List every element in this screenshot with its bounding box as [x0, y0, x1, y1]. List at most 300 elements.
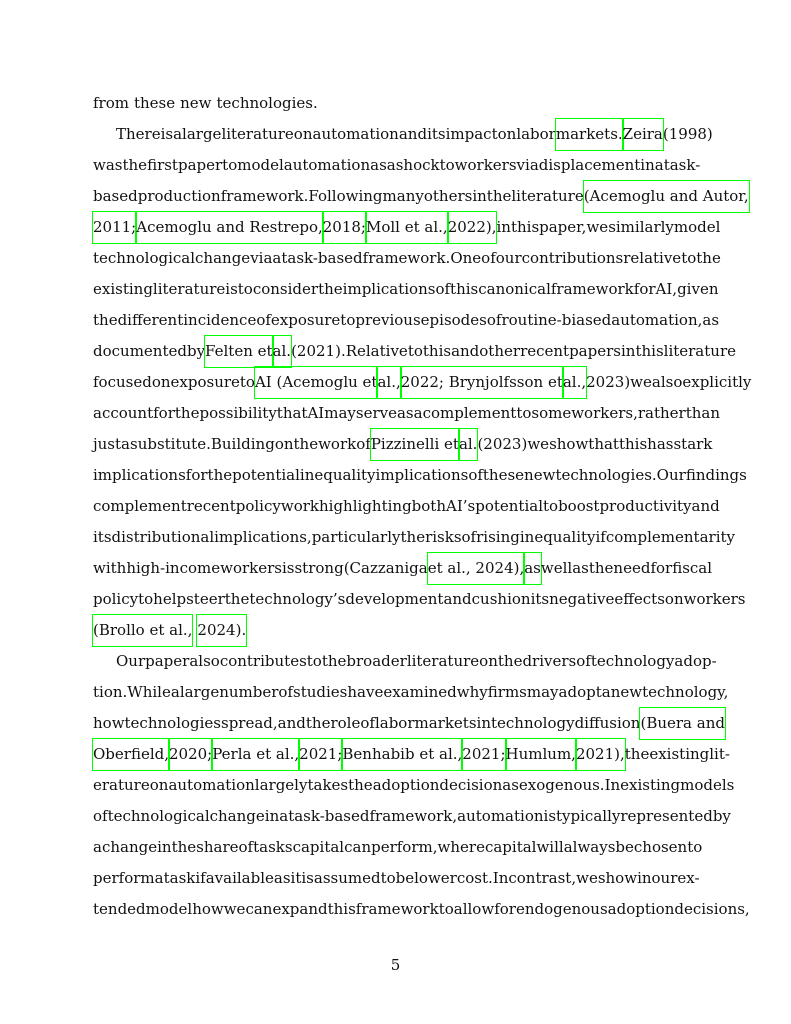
citation-link[interactable]: 2022),: [448, 212, 497, 243]
word: distributional: [111, 528, 215, 546]
word: that: [276, 404, 308, 422]
word: and: [277, 714, 306, 732]
word: a: [173, 125, 183, 143]
text-line: [93, 150, 699, 181]
word: need: [613, 559, 651, 577]
word: to: [222, 156, 238, 174]
word: on: [293, 125, 313, 143]
word: potential: [475, 497, 543, 515]
word: a: [654, 156, 664, 174]
word: recent: [520, 342, 570, 360]
word: rising: [476, 528, 520, 546]
citation-link[interactable]: 2021;: [462, 739, 505, 770]
word: cushion: [471, 590, 531, 608]
word: examined: [383, 683, 457, 701]
word: automation: [168, 776, 255, 794]
word: complement: [422, 404, 517, 422]
word: on: [274, 435, 294, 453]
word: endogenous: [515, 900, 608, 918]
word: first: [147, 156, 178, 174]
word: work: [318, 435, 357, 453]
word: as: [396, 404, 414, 422]
word: AI’s: [446, 497, 476, 515]
word: inequality: [299, 466, 376, 484]
word: is: [160, 125, 174, 143]
word: of: [360, 714, 375, 732]
word: task-based: [281, 249, 363, 267]
word: framework: [355, 900, 439, 918]
word: the: [497, 652, 523, 670]
word: be: [615, 838, 634, 856]
word: lower: [414, 869, 457, 887]
word: existing: [649, 745, 710, 763]
word: to: [439, 156, 455, 174]
text-line: [93, 708, 725, 739]
word: new: [180, 94, 212, 112]
word: if: [595, 528, 606, 546]
word: expand: [272, 900, 328, 918]
word: where: [437, 838, 485, 856]
word: capital: [484, 838, 537, 856]
word: this: [635, 342, 664, 360]
word: by: [712, 807, 731, 825]
word: how: [93, 714, 125, 732]
word: largely: [254, 776, 308, 794]
word: a: [272, 249, 282, 267]
word: to: [681, 249, 697, 267]
text-line: [93, 770, 735, 801]
word: for: [153, 404, 175, 422]
word: framework,: [369, 807, 458, 825]
text-line: [93, 119, 713, 150]
word: have: [347, 683, 384, 701]
word: decisions,: [674, 900, 750, 918]
word: and: [691, 497, 720, 515]
word: erature: [93, 776, 150, 794]
citation-link[interactable]: (Buera and: [640, 708, 725, 739]
word: for: [650, 559, 673, 577]
word: on: [497, 125, 517, 143]
word: can: [344, 838, 372, 856]
word: task: [163, 869, 196, 887]
word: of: [278, 683, 293, 701]
citation-link[interactable]: 2020;: [169, 739, 212, 770]
word: workers: [220, 559, 282, 577]
word: its: [93, 528, 112, 546]
word: the: [293, 435, 319, 453]
word: this: [422, 342, 452, 360]
word: many: [382, 187, 424, 205]
word: and: [451, 342, 480, 360]
citation-link[interactable]: Humlum,: [506, 739, 576, 770]
word: why: [456, 683, 488, 701]
word: of: [461, 528, 477, 546]
word: that: [588, 435, 619, 453]
word: framework.: [362, 249, 451, 267]
word: contributions: [521, 249, 624, 267]
word: While: [127, 683, 171, 701]
word: broader: [346, 652, 407, 670]
word: always: [563, 838, 616, 856]
word: work: [280, 497, 319, 515]
text-line: [93, 739, 730, 770]
word: of: [576, 652, 591, 670]
word: drivers: [522, 652, 577, 670]
word: AI: [307, 404, 325, 422]
word: we: [527, 435, 550, 453]
word: possibility: [199, 404, 277, 422]
body-text: [93, 88, 752, 928]
word: represented: [620, 807, 713, 825]
word: its: [530, 590, 550, 608]
word: (Cazzaniga: [343, 559, 428, 577]
word: to: [138, 590, 154, 608]
citation-link[interactable]: 2024).: [197, 615, 246, 646]
word: from: [93, 94, 129, 112]
word: exposure: [270, 311, 341, 329]
word: also: [189, 652, 220, 670]
word: share: [196, 838, 239, 856]
text-line: [93, 615, 699, 646]
word: serve: [355, 404, 397, 422]
word: adop-: [674, 652, 717, 670]
text-line: [93, 863, 699, 894]
word: in: [637, 869, 652, 887]
word: models: [680, 776, 735, 794]
word: the: [321, 652, 347, 670]
word: similarly: [608, 218, 674, 236]
word: perform,: [371, 838, 438, 856]
citation-link[interactable]: AI (Acemoglu et: [255, 367, 377, 398]
word: complementarity: [605, 528, 735, 546]
citation-link[interactable]: al.,: [563, 367, 586, 398]
word: of: [93, 807, 108, 825]
word: role: [330, 714, 361, 732]
word: model: [673, 218, 721, 236]
word: There: [116, 125, 161, 143]
word: risks: [425, 528, 462, 546]
word: canonical: [478, 280, 551, 298]
word: workers,: [571, 404, 638, 422]
word: of: [356, 435, 371, 453]
word: for: [185, 466, 208, 484]
text-line: [93, 491, 720, 522]
word: AI,: [655, 280, 678, 298]
text-line: [93, 522, 735, 553]
word: literature: [406, 652, 480, 670]
word: the: [318, 280, 343, 298]
word: the: [400, 528, 426, 546]
word: change: [209, 807, 265, 825]
word: in: [476, 714, 491, 732]
word: development: [345, 590, 444, 608]
word: help: [153, 590, 187, 608]
word: implications,: [214, 528, 312, 546]
word: as: [370, 156, 387, 174]
word: via: [250, 249, 273, 267]
word: Building: [210, 435, 275, 453]
word: if: [195, 869, 206, 887]
word: be: [395, 869, 415, 887]
word: model: [145, 900, 193, 918]
citation-link[interactable]: al.: [459, 429, 478, 460]
word: this: [618, 435, 648, 453]
word: spread,: [221, 714, 278, 732]
word: recent: [186, 497, 236, 515]
word: findings: [685, 466, 747, 484]
word: the: [122, 156, 148, 174]
citation-link[interactable]: markets.: [556, 119, 623, 150]
word: implications: [93, 466, 186, 484]
word: shock: [395, 156, 440, 174]
word: markets: [414, 714, 477, 732]
word: stark: [673, 435, 713, 453]
word: show: [549, 435, 589, 453]
word: its: [427, 125, 446, 143]
word: technological: [93, 249, 196, 267]
word: strong: [294, 559, 344, 577]
word: to: [380, 869, 396, 887]
word: was: [93, 156, 123, 174]
citation-link[interactable]: al.,: [377, 367, 400, 398]
citation-link[interactable]: 2021),: [576, 739, 625, 770]
word: technology’s: [249, 590, 346, 608]
word: to: [340, 311, 356, 329]
word: as: [502, 776, 519, 794]
word: Our: [656, 466, 686, 484]
word: focused: [93, 373, 152, 391]
word: paper,: [539, 218, 587, 236]
word: rather: [637, 404, 686, 422]
word: automation: [312, 125, 399, 143]
word: as: [273, 869, 291, 887]
word: to: [239, 373, 255, 391]
word: by: [186, 342, 206, 360]
word: (1998): [662, 125, 713, 143]
word: exogenous.: [518, 776, 605, 794]
text-line: [93, 212, 721, 243]
word: previous: [355, 311, 421, 329]
word: may: [526, 683, 559, 701]
citation-link[interactable]: Perla et al.,: [212, 739, 299, 770]
word: is: [281, 559, 295, 577]
text-line: [93, 274, 719, 305]
word: change: [101, 838, 158, 856]
word: both: [411, 497, 446, 515]
word: large: [182, 125, 222, 143]
word: via: [516, 156, 539, 174]
word: a: [93, 838, 102, 856]
word: allow: [453, 900, 495, 918]
word: may: [324, 404, 356, 422]
word: some: [531, 404, 572, 422]
word: available: [205, 869, 274, 887]
citation-link[interactable]: Oberfield,: [93, 739, 169, 770]
citation-link[interactable]: 2022; Brynjolfsson et: [401, 367, 563, 398]
word: paper: [145, 652, 190, 670]
word: capital: [292, 838, 345, 856]
word: and: [443, 590, 472, 608]
word: effects: [614, 590, 665, 608]
text-line: [93, 429, 713, 460]
word: complement: [93, 497, 187, 515]
word: lit-: [709, 745, 730, 763]
word: on: [479, 652, 498, 670]
word: particularly: [311, 528, 401, 546]
word: the: [171, 838, 197, 856]
text-line: [93, 181, 749, 212]
word: account: [93, 404, 154, 422]
word: high-income: [126, 559, 221, 577]
word: cost.: [456, 869, 493, 887]
word: a: [413, 404, 423, 422]
word: workers: [683, 590, 746, 608]
citation-link[interactable]: Moll et al.,: [366, 212, 448, 243]
citation-link[interactable]: 2021;: [299, 739, 342, 770]
text-line: [93, 553, 713, 584]
text-line: [93, 646, 717, 677]
text-line: [93, 832, 703, 863]
text-line: [93, 584, 746, 615]
word: the: [305, 714, 331, 732]
word: routine-biased: [501, 311, 612, 329]
word: our: [495, 249, 522, 267]
citation-link[interactable]: Zeira: [623, 119, 663, 150]
word: to: [237, 280, 253, 298]
word: displacement: [538, 156, 641, 174]
word: literature: [152, 280, 226, 298]
word: contrast,: [508, 869, 577, 887]
word: a: [279, 807, 289, 825]
word: episodes: [420, 311, 487, 329]
word: the: [348, 776, 373, 794]
word: consider: [252, 280, 319, 298]
word: Following: [308, 187, 383, 205]
word: Relative: [345, 342, 408, 360]
word: labor: [516, 125, 556, 143]
word: workers: [454, 156, 517, 174]
word: well: [540, 559, 573, 577]
citation-link[interactable]: al.: [273, 336, 292, 367]
word: change: [195, 249, 251, 267]
word: to: [516, 404, 532, 422]
word: relative: [623, 249, 682, 267]
word: productivity: [599, 497, 692, 515]
word: Our: [116, 652, 146, 670]
word: implications: [342, 280, 436, 298]
word: diffusion: [574, 714, 641, 732]
word: adoption: [372, 776, 440, 794]
word: different: [117, 311, 184, 329]
word: we: [630, 373, 652, 391]
text-line: [93, 336, 736, 367]
word: labor: [374, 714, 415, 732]
word: in: [157, 838, 172, 856]
word: studies: [293, 683, 348, 701]
word: is: [301, 869, 314, 887]
word: to: [438, 900, 454, 918]
word: of: [435, 280, 451, 298]
word: model: [237, 156, 284, 174]
word: task-: [663, 156, 701, 174]
word: task-based: [288, 807, 370, 825]
word: a: [601, 683, 611, 701]
word: to: [306, 652, 322, 670]
text-line: [93, 801, 731, 832]
word: explicitly: [682, 373, 752, 391]
citation-link[interactable]: 2018;: [323, 212, 366, 243]
word: large: [179, 683, 220, 701]
word: the: [696, 249, 721, 267]
word: of: [481, 249, 496, 267]
word: the: [93, 311, 118, 329]
word: it: [290, 869, 302, 887]
word: documented: [93, 342, 187, 360]
citation-link[interactable]: 2011;: [93, 212, 136, 243]
word: firms: [487, 683, 527, 701]
word: in: [472, 187, 487, 205]
citation-link[interactable]: Benhabib et al.,: [342, 739, 462, 770]
word: is: [225, 280, 238, 298]
word: inequality: [519, 528, 596, 546]
word: can: [245, 900, 273, 918]
citation-link[interactable]: Felten et: [205, 336, 273, 367]
word: in: [640, 156, 655, 174]
citation-link[interactable]: (Brollo et al.,: [93, 615, 192, 646]
word: the: [207, 466, 233, 484]
word: our: [651, 869, 678, 887]
word: technology,: [642, 683, 729, 701]
citation-link[interactable]: Acemoglu and Restrepo,: [136, 212, 323, 243]
word: boost: [558, 497, 600, 515]
word: in: [620, 342, 636, 360]
word: impact: [445, 125, 498, 143]
text-line: [93, 305, 720, 336]
text-line: [93, 367, 752, 398]
word: literature: [511, 187, 584, 205]
word: on: [664, 590, 684, 608]
citation-link[interactable]: as: [524, 553, 541, 584]
word: technological: [107, 807, 210, 825]
word: typically: [556, 807, 621, 825]
citation-link[interactable]: Pizzinelli et: [371, 429, 459, 460]
word: perform: [93, 869, 155, 887]
word: just: [93, 435, 122, 453]
word: framework: [550, 280, 634, 298]
word: technology: [590, 652, 675, 670]
word: these: [482, 466, 525, 484]
word: the: [624, 745, 650, 763]
citation-link[interactable]: et al., 2024),: [428, 553, 525, 584]
word: also: [651, 373, 683, 391]
word: to: [407, 342, 423, 360]
word: than: [685, 404, 721, 422]
word: (2023): [477, 435, 528, 453]
word: literature: [663, 342, 736, 360]
word: framework.: [220, 187, 309, 205]
citation-link[interactable]: (Acemoglu and Autor,: [584, 181, 749, 212]
word: In: [492, 869, 509, 887]
word: paper: [177, 156, 223, 174]
word: takes: [307, 776, 349, 794]
word: other: [479, 342, 521, 360]
word: of: [486, 311, 502, 329]
page-number: 5: [390, 956, 401, 974]
word: we: [586, 218, 609, 236]
word: others: [423, 187, 473, 205]
word: is: [543, 807, 557, 825]
word: literature: [221, 125, 294, 143]
